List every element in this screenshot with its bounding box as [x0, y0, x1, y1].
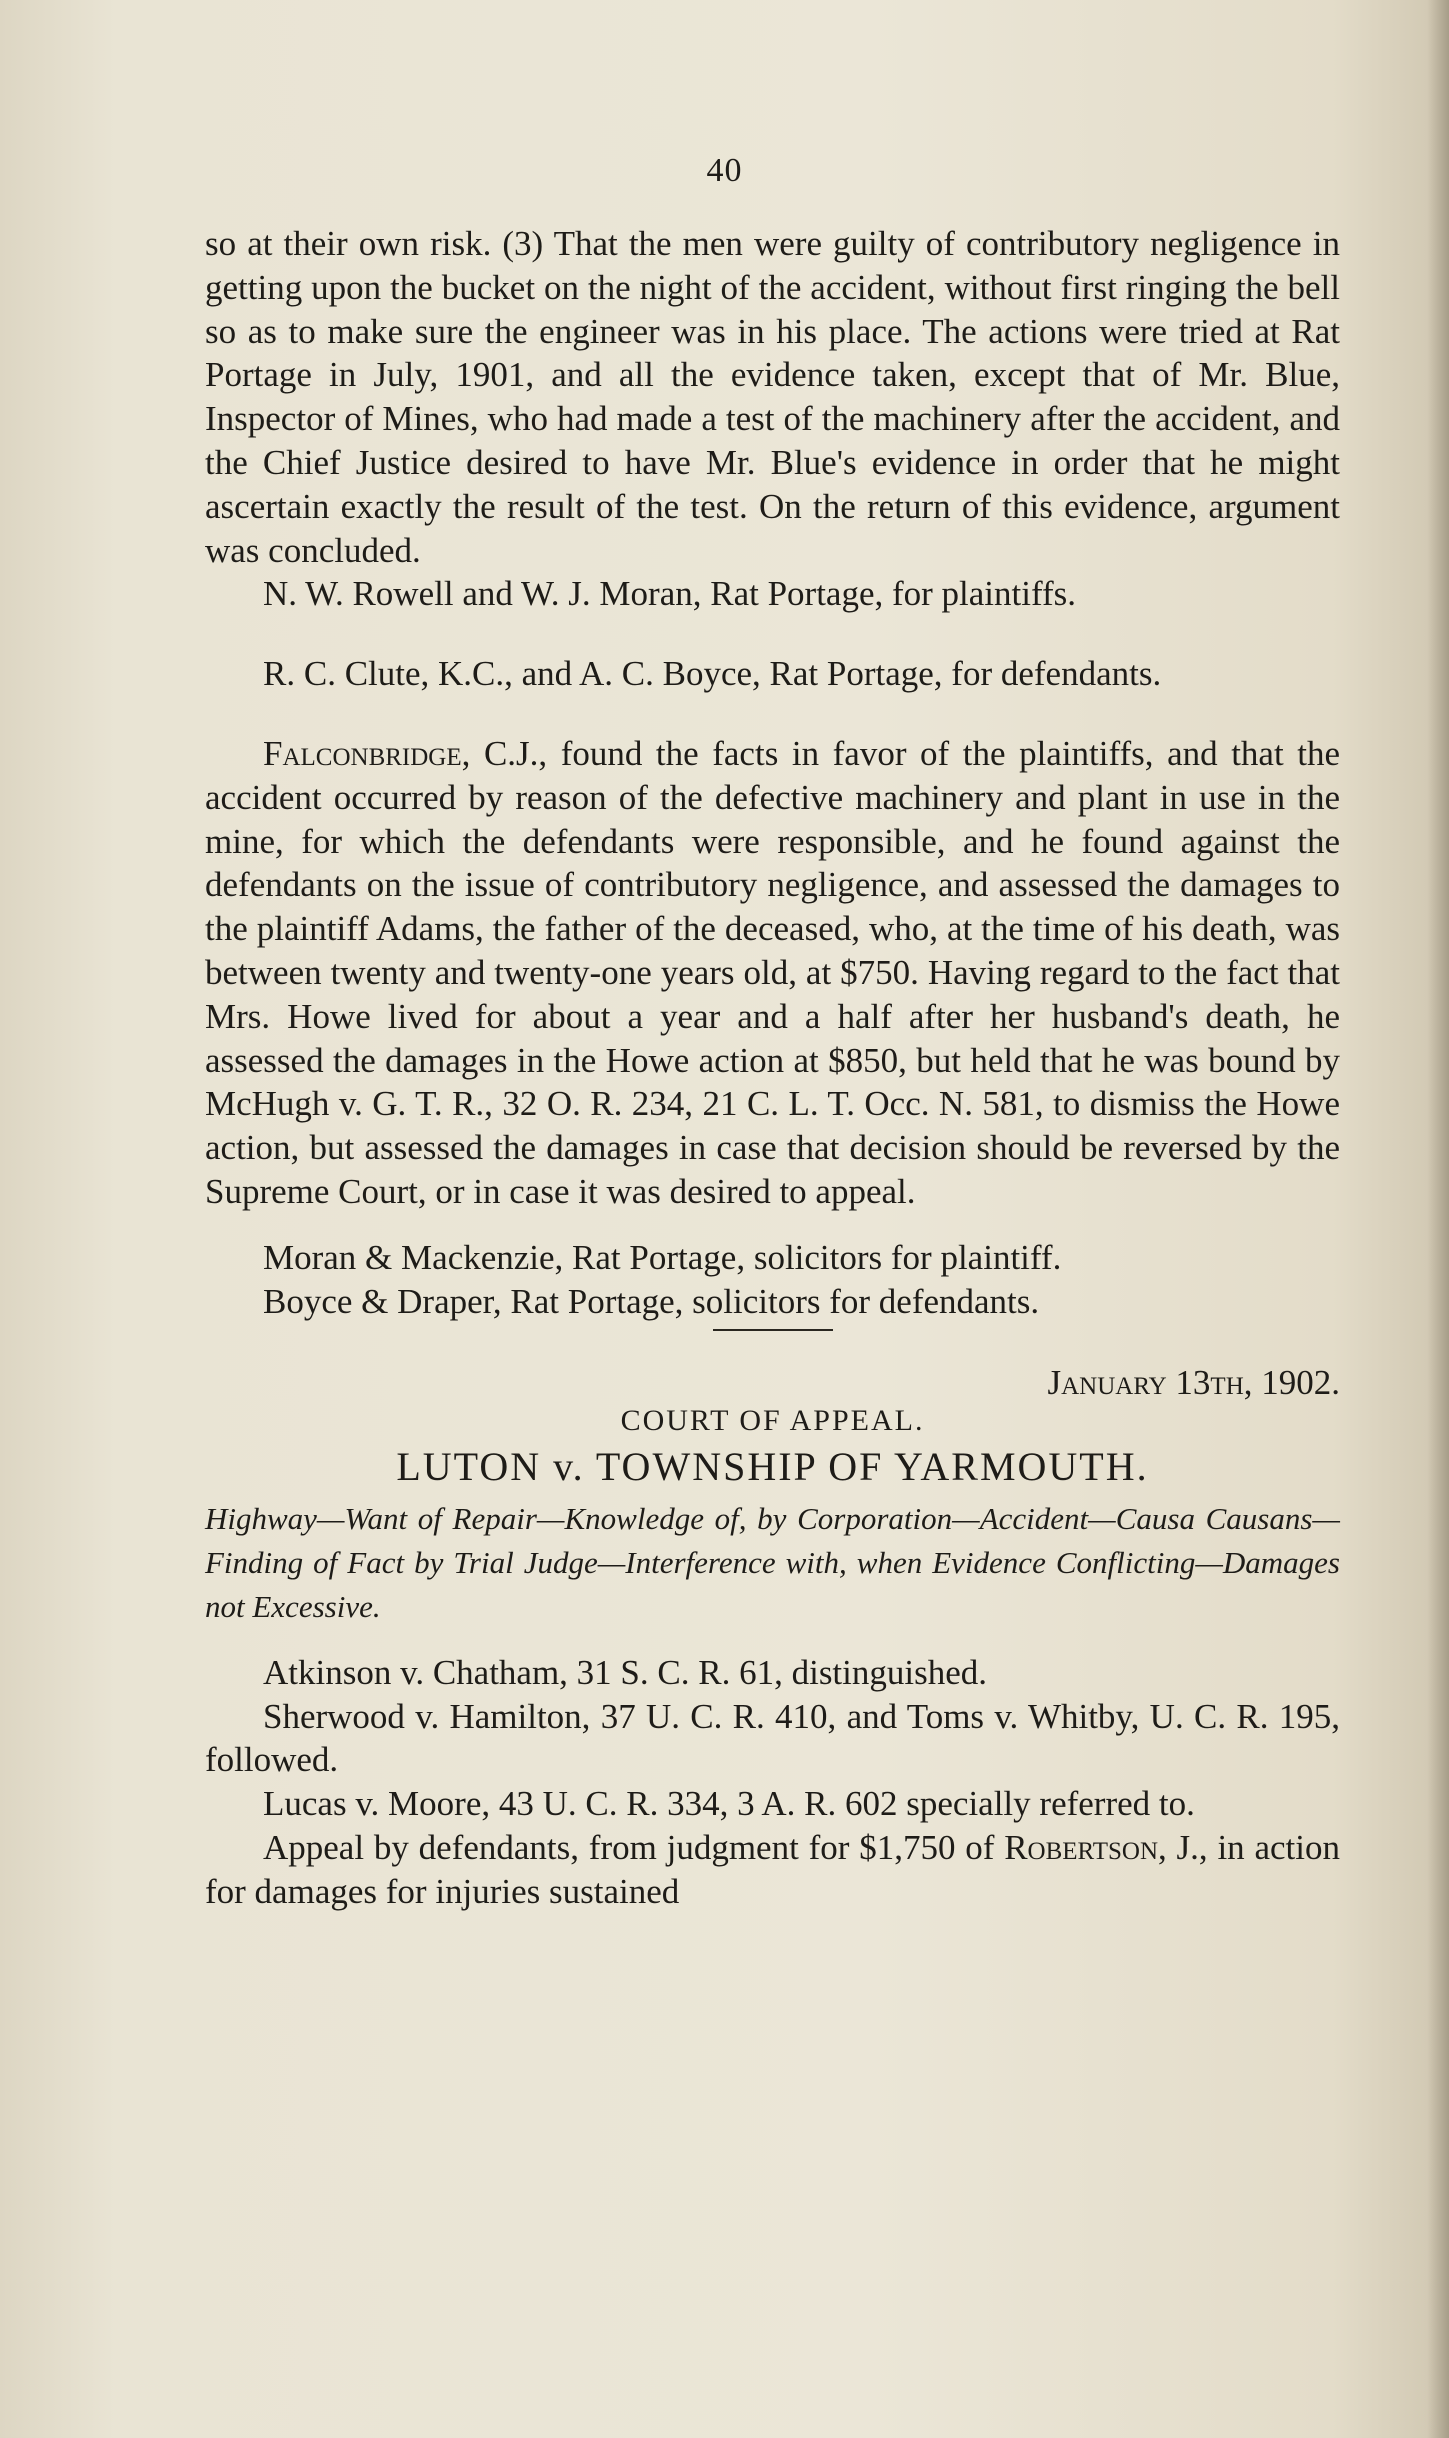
headnote: Highway—Want of Repair—Knowledge of, by Corporation—Accident—Causa Causans—Finding of Fact by Trial Judge—Interference with, when Evidence Conflicting—Damages not Excessive. [205, 1500, 1340, 1624]
spacer [205, 696, 1340, 732]
spacer [205, 1629, 1340, 1651]
paragraph-continuation: so at their own risk. (3) That the men were guilty of contributory negligence in getting upon the bucket on the night of the accident, without first ringing the bell so as to make sure the engineer was in his place. The actions were tried at Rat Portage in July, 1901, and all the evidence taken, except that of Mr. Blue, Inspector of Mines, who had made a test of the machinery after the accident, and the Chief Justice desired to have Mr. Blue's evidence in order that he might ascertain exactly the result of the test. On the return of this evidence, argument was concluded. [205, 224, 1340, 570]
appeal-text-end: , J., in action for damages for injuries sustained [205, 1827, 1340, 1911]
page-number: 40 [706, 152, 743, 189]
paragraph-judgment [205, 732, 1340, 1214]
paragraph-counsel-defendants: R. C. Clute, K.C., and A. C. Boyce, Rat Portage, for defendants. [263, 654, 1162, 694]
case-title: LUTON v. TOWNSHIP OF YARMOUTH. [396, 1443, 1149, 1489]
court-name: COURT OF APPEAL. [620, 1404, 925, 1438]
page-edge-shadow [1427, 0, 1449, 2438]
appeal-judge-name: Robertson [1004, 1827, 1159, 1867]
citation-followed: Sherwood v. Hamilton, 37 U. C. R. 410, and Toms v. Whitby, U. C. R. 195, followed. [205, 1696, 1340, 1780]
case-date: January 13th, 1902. [1047, 1363, 1340, 1403]
paragraph-solicitors-plaintiff: Moran & Mackenzie, Rat Portage, solicitors for plaintiff. [263, 1237, 1062, 1277]
judgment-text: , C.J., found the facts in favor of the plaintiffs, and that the accident occurred by reason of the defective machinery and plant in use in the mine, for which the defendants were responsible, and he found against the defendants on the issue of contributory negligence, and assessed the damages to the plaintiff Adams, the father of the deceased, who, at the time of his death, was between twenty and twenty-one years old, at $750. Having regard to the fact that Mrs. Howe lived for about a year and a half after her husband's death, he assessed the damages in the Howe action at $850, but held that he was bound by McHugh v. G. T. R., 32 O. R. 234, 21 C. L. T. Occ. N. 581, to dismiss the Howe action, but assessed the damages in case that decision should be reversed by the Supreme Court, or in case it was desired to appeal. [205, 733, 1340, 1211]
judge-name: Falconbridge [263, 733, 462, 773]
spacer [205, 616, 1340, 652]
paragraph-solicitors-defendants: Boyce & Draper, Rat Portage, solicitors for defendants. [263, 1281, 1040, 1321]
body-text [205, 222, 1340, 1914]
paragraph-counsel-plaintiffs: N. W. Rowell and W. J. Moran, Rat Portage, for plaintiffs. [263, 574, 1077, 614]
section-divider [713, 1329, 833, 1331]
spacer [205, 1214, 1340, 1236]
paragraph-appeal [205, 1826, 1340, 1914]
citation-distinguished: Atkinson v. Chatham, 31 S. C. R. 61, distinguished. [263, 1652, 988, 1692]
citation-referred: Lucas v. Moore, 43 U. C. R. 334, 3 A. R. 602 specially referred to. [263, 1784, 1195, 1824]
appeal-text-start: Appeal by defendants, from judgment for $1,750 of [263, 1827, 1005, 1867]
